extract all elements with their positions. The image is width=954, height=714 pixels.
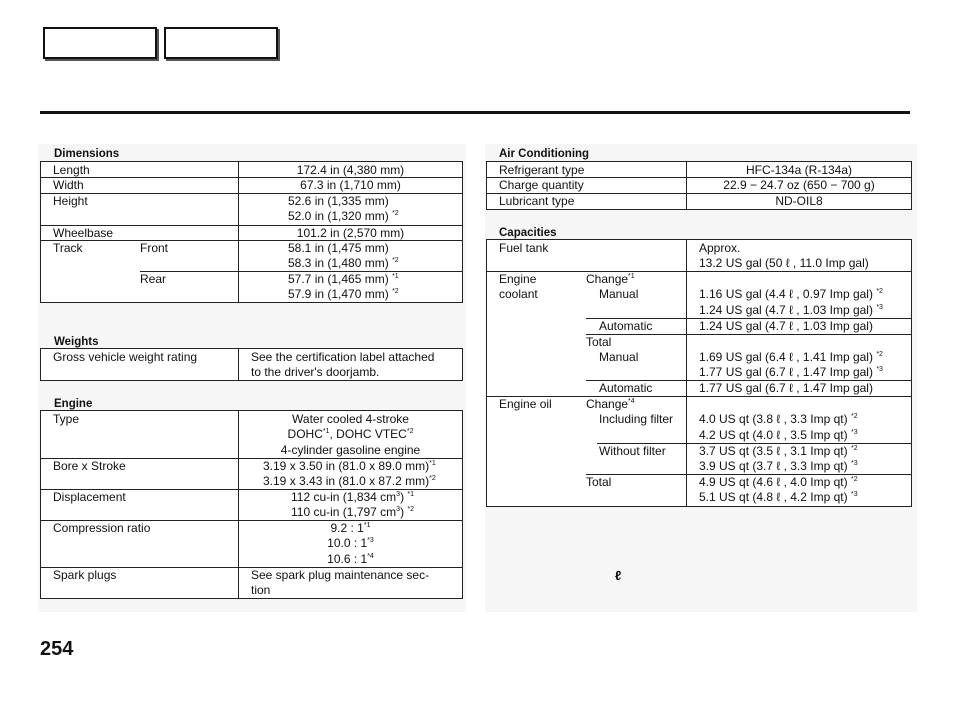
engine-coolant-label-2: coolant: [499, 287, 538, 301]
width-label: Width: [53, 178, 84, 192]
displacement-value-1: 112 cu-in (1,834 $cm^3$) $^{*1}$: [291, 490, 415, 504]
coolant-manual-value-2: 1.24 US gal (4.7 ℓ , 1.03 Imp gal) $^{*3}$: [699, 303, 883, 317]
engine-coolant-label-1: Engine: [499, 272, 537, 286]
coolant-total-manual-value-2: 1.77 US gal (6.7 ℓ , 1.47 Imp gal) $^{*3}$: [699, 365, 883, 379]
bore-stroke-value-1: 3.19 x 3.50 in (81.0 x 89.0 mm)$^{*1}$: [263, 459, 436, 473]
track-label: Track: [53, 241, 83, 255]
engine-type-line-2: DOHC$^{*1}$, DOHC VTEC$^{*2}$: [287, 427, 414, 441]
coolant-total-label: Total: [586, 335, 612, 349]
compression-ratio-value-3: 10.6 : 1$^{*4}$: [327, 552, 374, 566]
coolant-total-automatic-label: Automatic: [599, 381, 653, 395]
engine-type-line-3: 4-cylinder gasoline engine: [280, 443, 421, 457]
width-value: 67.3 in (1,710 mm): [300, 178, 401, 192]
oil-total-value-2: 5.1 US qt (4.8 ℓ , 4.2 Imp qt) $^{*3}$: [699, 490, 858, 504]
coolant-manual-label: Manual: [599, 287, 639, 301]
spark-plugs-label: Spark plugs: [53, 568, 117, 582]
oil-without-filter-value-2: 3.9 US qt (3.7 ℓ , 3.3 Imp qt) $^{*3}$: [699, 459, 858, 473]
fuel-tank-value-1: Approx.: [699, 241, 741, 255]
oil-without-filter-value-1: 3.7 US qt (3.5 ℓ , 3.1 Imp qt) $^{*2}$: [699, 444, 858, 458]
engine-oil-label: Engine oil: [499, 397, 552, 411]
page-number: 254: [40, 638, 74, 660]
coolant-manual-value-1: 1.16 US gal (4.4 ℓ , 0.97 Imp gal) $^{*2}$: [699, 287, 883, 301]
engine-type-label: Type: [53, 412, 80, 426]
capacities-table: [486, 239, 912, 507]
track-rear-value-2: 57.9 in (1,470 mm) $^{*2}$: [288, 287, 399, 301]
refrigerant-type-value: HFC-134a (R-134a): [745, 163, 853, 177]
gvwr-value-1: See the certification label attached: [251, 350, 435, 364]
air-conditioning-table: [486, 161, 912, 210]
row-divider: [41, 193, 462, 194]
gvwr-value-2: to the driver's doorjamb.: [251, 365, 380, 379]
wheelbase-label: Wheelbase: [53, 226, 114, 240]
charge-quantity-label: Charge quantity: [499, 178, 584, 192]
track-front-value-2: 58.3 in (1,480 mm) $^{*2}$: [288, 256, 399, 270]
coolant-total-automatic-value: 1.77 US gal (6.7 ℓ , 1.47 Imp gal): [699, 381, 873, 395]
spark-plugs-value-1: See spark plug maintenance sec-: [251, 568, 430, 582]
engine-heading: Engine: [54, 398, 93, 410]
length-label: Length: [53, 163, 90, 177]
length-value: 172.4 in (4,380 mm): [296, 163, 405, 177]
oil-total-value-1: 4.9 US qt (4.6 ℓ , 4.0 Imp qt) $^{*2}$: [699, 475, 858, 489]
spark-plugs-value-2: tion: [251, 583, 271, 597]
coolant-automatic-value: 1.24 US gal (4.7 ℓ , 1.03 Imp gal): [699, 319, 873, 333]
coolant-change-label: Change$^{*1}$: [586, 272, 635, 286]
compression-ratio-label: Compression ratio: [53, 521, 151, 535]
coolant-automatic-label: Automatic: [599, 319, 653, 333]
column-divider: [238, 349, 239, 380]
nav-button-2[interactable]: [164, 27, 278, 59]
lubricant-type-value: ND-OIL8: [775, 194, 823, 208]
header-rule: [40, 111, 910, 114]
charge-quantity-value: 22.9 − 24.7 oz (650 − 700 g): [723, 178, 875, 192]
oil-including-filter-label: Including filter: [599, 412, 674, 426]
capacities-heading: Capacities: [499, 227, 557, 239]
dimensions-table: [40, 161, 463, 303]
lubricant-type-label: Lubricant type: [499, 194, 575, 208]
height-value-2: 52.0 in (1,320 mm) $^{*2}$: [288, 209, 399, 223]
displacement-label: Displacement: [53, 490, 126, 504]
wheelbase-value: 101.2 in (2,570 mm): [296, 226, 405, 240]
track-rear-label: Rear: [140, 272, 167, 286]
oil-including-filter-value-1: 4.0 US qt (3.8 ℓ , 3.3 Imp qt) $^{*2}$: [699, 412, 858, 426]
liter-symbol: ℓ: [615, 568, 622, 583]
coolant-total-manual-value-1: 1.69 US gal (6.4 ℓ , 1.41 Imp gal) $^{*2}$: [699, 350, 883, 364]
weights-table: [40, 348, 463, 381]
nav-button-1[interactable]: [43, 27, 157, 59]
oil-including-filter-value-2: 4.2 US qt (4.0 ℓ , 3.5 Imp qt) $^{*3}$: [699, 428, 858, 442]
fuel-tank-label: Fuel tank: [499, 241, 549, 255]
column-divider: [686, 240, 687, 506]
row-divider: [586, 334, 911, 335]
fuel-tank-value-2: 13.2 US gal (50 ℓ , 11.0 Imp gal): [699, 256, 869, 270]
track-front-label: Front: [140, 241, 169, 255]
refrigerant-type-label: Refrigerant type: [499, 163, 585, 177]
engine-type-line-1: Water cooled 4-stroke: [292, 412, 409, 426]
dimensions-heading: Dimensions: [54, 148, 120, 160]
engine-table: [40, 410, 463, 599]
coolant-total-manual-label: Manual: [599, 350, 639, 364]
height-label: Height: [53, 194, 88, 208]
gvwr-label: Gross vehicle weight rating: [53, 350, 198, 364]
oil-change-label: Change$^{*4}$: [586, 397, 635, 411]
row-divider: [487, 271, 911, 272]
height-value-1: 52.6 in (1,335 mm): [288, 194, 389, 208]
bore-stroke-value-2: 3.19 x 3.43 in (81.0 x 87.2 mm)$^{*2}$: [263, 474, 436, 488]
bore-stroke-label: Bore x Stroke: [53, 459, 126, 473]
weights-heading: Weights: [54, 336, 99, 348]
displacement-value-2: 110 cu-in (1,797 $cm^3$) $^{*2}$: [291, 505, 415, 519]
compression-ratio-value-2: 10.0 : 1$^{*3}$: [327, 536, 374, 550]
track-front-value-1: 58.1 in (1,475 mm): [288, 241, 389, 255]
compression-ratio-value-1: 9.2 : 1$^{*1}$: [330, 521, 371, 535]
oil-total-label: Total: [586, 475, 612, 489]
air-conditioning-heading: Air Conditioning: [499, 148, 590, 160]
track-rear-value-1: 57.7 in (1,465 mm) $^{*1}$: [288, 272, 399, 286]
oil-without-filter-label: Without filter: [599, 444, 666, 458]
